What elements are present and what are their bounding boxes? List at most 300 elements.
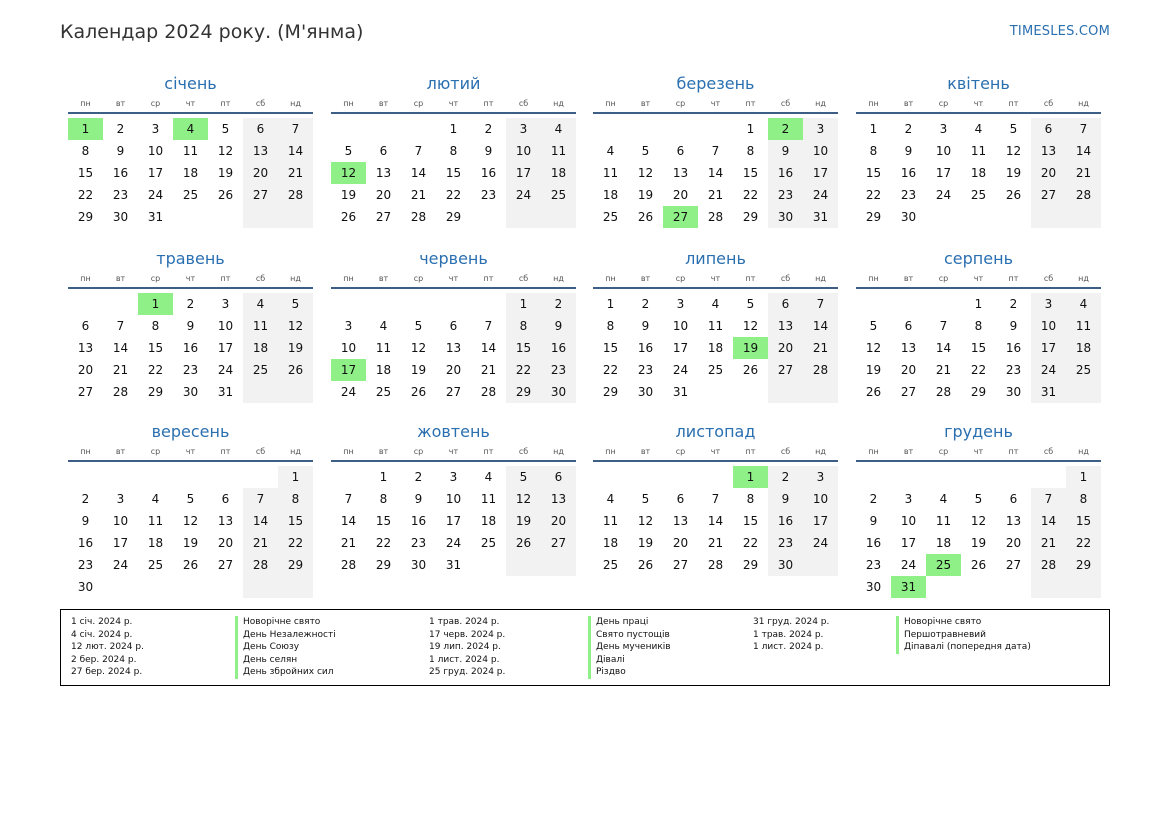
calendar-day: 12 [506,488,541,510]
empty-day [698,466,733,488]
calendar-day: 3 [939,122,948,136]
weekday-label: сб [780,447,791,456]
calendar-day: 22 [970,363,987,377]
month-6 [331,247,576,403]
calendar-day: 25 [375,385,392,399]
holiday-day: 19 [733,337,768,359]
calendar-day: 11 [541,140,576,162]
calendar-day: 29 [742,210,759,224]
month-5 [68,247,313,403]
empty-day [698,118,733,140]
calendar-day: 27 [243,184,278,206]
weekday-label: пт [483,447,494,456]
calendar-day: 13 [375,166,392,180]
calendar-day: 20 [1031,162,1066,184]
calendar-day: 10 [506,140,541,162]
weekday-header [331,273,576,289]
calendar-day: 15 [375,514,392,528]
weekday-label: пт [1008,447,1019,456]
holiday-legend [60,609,1110,686]
calendar-day: 13 [445,341,462,355]
calendar-day: 15 [742,514,759,528]
calendar-day: 8 [278,488,313,510]
month-4 [856,72,1101,228]
calendar-day: 28 [707,210,724,224]
calendar-day: 15 [742,166,759,180]
calendar-day: 6 [379,144,388,158]
month-name: травень [156,249,225,268]
calendar-day: 12 [742,319,759,333]
legend-date: 17 черв. 2024 р. [429,629,506,640]
calendar-day: 23 [112,188,129,202]
calendar-day: 20 [243,162,278,184]
calendar-day: 26 [340,210,357,224]
calendar-day: 23 [480,188,497,202]
calendar-day: 26 [506,532,541,554]
calendar-day: 28 [278,184,313,206]
calendar-day: 26 [742,363,759,377]
empty-day [506,554,541,576]
calendar-day: 28 [1066,184,1101,206]
calendar-day: 16 [112,166,129,180]
calendar-day: 16 [865,536,882,550]
weekday-label: вт [640,447,651,456]
calendar-day: 3 [676,297,685,311]
empty-day [541,554,576,576]
weekday-label: сб [518,99,529,108]
calendar-day: 2 [484,122,493,136]
calendar-day: 11 [480,492,497,506]
weekday-label: вт [115,447,126,456]
empty-day [278,381,313,403]
calendar-day: 18 [541,162,576,184]
month-9 [68,420,313,598]
calendar-day: 16 [900,166,917,180]
calendar-day: 17 [506,162,541,184]
empty-day [173,576,208,598]
empty-day [471,293,506,315]
calendar-day: 22 [1066,532,1101,554]
weekday-header [593,98,838,114]
weekday-label: пн [868,274,879,283]
month-name: лютий [426,74,481,93]
calendar-day: 1 [379,470,388,484]
calendar-day: 3 [506,118,541,140]
month-11 [593,420,838,576]
calendar-day: 11 [147,514,164,528]
weekday-label: пт [745,447,756,456]
holiday-day: 1 [733,466,768,488]
weekday-label: сб [1043,274,1054,283]
legend-holiday-name: День праці [588,616,671,629]
month-name: липень [685,249,746,268]
empty-day [366,118,401,140]
calendar-day: 16 [768,510,803,532]
calendar-day: 21 [707,188,724,202]
weekday-label: нд [290,274,301,283]
calendar-day: 31 [147,210,164,224]
empty-day [593,118,628,140]
day-grid [856,293,1101,403]
legend-holiday-name: Діпавалі (попередня дата) [896,641,1031,654]
calendar-day: 31 [803,206,838,228]
weekday-label: чт [710,99,721,108]
holiday-day: 25 [926,554,961,576]
calendar-day: 23 [768,184,803,206]
calendar-day: 24 [217,363,234,377]
calendar-day: 15 [278,510,313,532]
calendar-day: 7 [344,492,353,506]
empty-day [506,206,541,228]
calendar-day: 3 [803,118,838,140]
calendar-day: 3 [344,319,353,333]
calendar-day: 8 [379,492,388,506]
calendar-day: 29 [445,210,462,224]
calendar-day: 12 [865,341,882,355]
legend-date: 1 лист. 2024 р. [753,642,824,652]
empty-day [856,466,891,488]
calendar-day: 28 [480,385,497,399]
weekday-label: чт [710,447,721,456]
calendar-day: 1 [606,297,615,311]
calendar-day: 27 [1031,184,1066,206]
calendar-day: 9 [484,144,493,158]
empty-day [733,381,768,403]
calendar-day: 2 [1009,297,1018,311]
month-name: червень [419,249,488,268]
empty-day [331,466,366,488]
weekday-label: пн [343,274,354,283]
calendar-day: 10 [340,341,357,355]
weekday-label: нд [553,99,564,108]
calendar-day: 15 [77,166,94,180]
weekday-label: сб [518,447,529,456]
month-12 [856,420,1101,598]
day-grid [593,466,838,576]
calendar-day: 6 [676,492,685,506]
weekday-label: ср [675,447,686,456]
weekday-label: вт [115,99,126,108]
empty-day [103,293,138,315]
calendar-day: 18 [602,188,619,202]
calendar-day: 2 [81,492,90,506]
calendar-day: 17 [900,536,917,550]
empty-day [401,118,436,140]
calendar-day: 4 [606,144,615,158]
calendar-day: 15 [1066,510,1101,532]
calendar-day: 17 [672,341,689,355]
calendar-day: 30 [410,558,427,572]
calendar-day: 28 [340,558,357,572]
day-grid [856,466,1101,598]
calendar-day: 19 [410,363,427,377]
calendar-day: 17 [147,166,164,180]
weekday-label: нд [815,99,826,108]
weekday-label: пт [1008,99,1019,108]
weekday-label: пн [605,447,616,456]
calendar-day: 26 [278,359,313,381]
calendar-day: 27 [768,359,803,381]
legend-dates-2 [429,616,505,679]
calendar-day: 10 [445,492,462,506]
weekday-label: чт [710,274,721,283]
holiday-day: 31 [891,576,926,598]
empty-day [173,466,208,488]
holiday-day: 17 [331,359,366,381]
weekday-label: пт [483,274,494,283]
empty-day [961,576,996,598]
calendar-day: 4 [606,492,615,506]
calendar-day: 28 [707,558,724,572]
calendar-day: 8 [746,492,755,506]
calendar-day: 5 [641,144,650,158]
weekday-label: ср [150,99,161,108]
site-link[interactable]: TIMESLES.COM [1009,24,1110,39]
calendar-day: 27 [375,210,392,224]
calendar-day: 18 [970,166,987,180]
calendar-day: 5 [1009,122,1018,136]
calendar-day: 10 [1031,315,1066,337]
calendar-day: 15 [602,341,619,355]
calendar-day: 23 [541,359,576,381]
calendar-day: 14 [243,510,278,532]
legend-holiday-name: День селян [235,654,336,667]
weekday-label: пн [868,447,879,456]
empty-day [243,381,278,403]
weekday-label: ср [413,447,424,456]
weekday-label: пт [745,274,756,283]
calendar-day: 13 [217,514,234,528]
calendar-day: 24 [506,184,541,206]
empty-day [926,206,961,228]
empty-day [138,466,173,488]
empty-day [278,576,313,598]
calendar-day: 25 [480,536,497,550]
calendar-day: 15 [147,341,164,355]
calendar-day: 13 [1031,140,1066,162]
calendar-day: 20 [541,510,576,532]
month-name: січень [164,74,217,93]
calendar-day: 29 [970,385,987,399]
weekday-label: сб [255,447,266,456]
day-grid [331,466,576,576]
calendar-day: 31 [672,385,689,399]
empty-day [278,206,313,228]
calendar-day: 30 [637,385,654,399]
weekday-label: ср [938,274,949,283]
month-10 [331,420,576,576]
calendar-day: 25 [243,359,278,381]
calendar-day: 20 [672,536,689,550]
weekday-label: чт [448,447,459,456]
calendar-day: 25 [182,188,199,202]
weekday-label: чт [448,99,459,108]
calendar-day: 21 [480,363,497,377]
weekday-label: вт [378,99,389,108]
calendar-day: 16 [77,536,94,550]
calendar-day: 10 [803,140,838,162]
weekday-header [593,273,838,289]
calendar-day: 7 [939,319,948,333]
calendar-day: 1 [449,122,458,136]
weekday-label: пн [80,99,91,108]
calendar-day: 10 [803,488,838,510]
calendar-day: 2 [869,492,878,506]
empty-day [891,293,926,315]
calendar-day: 15 [506,337,541,359]
calendar-day: 3 [1031,293,1066,315]
calendar-day: 21 [935,363,952,377]
calendar-day: 8 [869,144,878,158]
legend-holiday-name: Новорічне свято [896,616,1031,629]
weekday-label: сб [1043,447,1054,456]
calendar-day: 23 [865,558,882,572]
calendar-day: 3 [803,466,838,488]
calendar-day: 9 [116,144,125,158]
empty-day [208,576,243,598]
weekday-label: нд [290,447,301,456]
calendar-day: 5 [641,492,650,506]
month-7 [593,247,838,403]
calendar-day: 26 [1005,188,1022,202]
holiday-day: 2 [768,118,803,140]
calendar-day: 22 [742,536,759,550]
calendar-day: 23 [637,363,654,377]
calendar-day: 22 [77,188,94,202]
weekday-label: нд [1078,274,1089,283]
calendar-day: 11 [707,319,724,333]
weekday-header [856,446,1101,462]
calendar-day: 30 [1005,385,1022,399]
calendar-day: 11 [243,315,278,337]
calendar-day: 25 [147,558,164,572]
calendar-day: 30 [768,206,803,228]
calendar-day: 24 [112,558,129,572]
calendar-day: 26 [637,210,654,224]
legend-dates-1 [71,616,144,679]
day-grid [331,293,576,403]
day-grid [331,118,576,228]
empty-day [366,293,401,315]
calendar-day: 18 [147,536,164,550]
empty-day [331,293,366,315]
calendar-day: 19 [865,363,882,377]
weekday-label: пт [1008,274,1019,283]
empty-day [856,293,891,315]
weekday-label: ср [413,274,424,283]
calendar-day: 4 [1066,293,1101,315]
calendar-day: 11 [1066,315,1101,337]
calendar-day: 2 [904,122,913,136]
calendar-day: 23 [900,188,917,202]
empty-day [331,118,366,140]
weekday-label: нд [290,99,301,108]
calendar-day: 7 [1066,118,1101,140]
calendar-day: 16 [768,162,803,184]
calendar-day: 6 [676,144,685,158]
calendar-day: 16 [1005,341,1022,355]
calendar-day: 5 [414,319,423,333]
calendar-day: 4 [711,297,720,311]
calendar-day: 8 [606,319,615,333]
calendar-day: 13 [900,341,917,355]
calendar-day: 27 [541,532,576,554]
empty-day [103,576,138,598]
calendar-day: 22 [375,536,392,550]
calendar-day: 18 [602,536,619,550]
legend-date: 19 лип. 2024 р. [429,642,501,652]
weekday-label: ср [150,447,161,456]
calendar-day: 1 [869,122,878,136]
empty-day [1066,381,1101,403]
calendar-day: 25 [541,184,576,206]
calendar-day: 19 [182,536,199,550]
empty-day [926,293,961,315]
calendar-day: 30 [77,580,94,594]
empty-day [593,466,628,488]
calendar-day: 13 [672,514,689,528]
legend-date: 1 січ. 2024 р. [71,617,133,627]
empty-day [541,206,576,228]
legend-date: 25 груд. 2024 р. [429,667,506,677]
calendar-day: 18 [182,166,199,180]
month-name: вересень [151,422,230,441]
legend-holiday-name: День збройних сил [235,666,336,679]
empty-day [243,206,278,228]
calendar-day: 4 [379,319,388,333]
calendar-day: 11 [375,341,392,355]
calendar-day: 23 [768,532,803,554]
calendar-day: 7 [1031,488,1066,510]
calendar-day: 18 [480,514,497,528]
legend-holiday-name: Першотравневий [896,629,1031,642]
month-3 [593,72,838,228]
weekday-label: пн [605,99,616,108]
calendar-day: 31 [217,385,234,399]
weekday-label: сб [255,99,266,108]
empty-day [803,381,838,403]
weekday-label: вт [903,99,914,108]
calendar-day: 24 [803,532,838,554]
holiday-day: 1 [68,118,103,140]
calendar-day: 19 [278,337,313,359]
empty-day [243,576,278,598]
weekday-label: ср [938,99,949,108]
calendar-day: 12 [278,315,313,337]
calendar-day: 6 [81,319,90,333]
calendar-day: 7 [484,319,493,333]
weekday-label: ср [413,99,424,108]
calendar-day: 13 [1005,514,1022,528]
calendar-day: 30 [112,210,129,224]
calendar-day: 12 [410,341,427,355]
calendar-day: 7 [278,118,313,140]
calendar-day: 14 [340,514,357,528]
weekday-label: вт [903,447,914,456]
legend-holiday-name: День Незалежності [235,629,336,642]
calendar-day: 11 [935,514,952,528]
weekday-label: сб [255,274,266,283]
calendar-day: 12 [637,514,654,528]
calendar-day: 7 [711,144,720,158]
calendar-day: 21 [803,337,838,359]
empty-day [471,206,506,228]
calendar-day: 2 [186,297,195,311]
weekday-label: пт [220,99,231,108]
calendar-day: 29 [602,385,619,399]
calendar-day: 5 [746,297,755,311]
calendar-day: 24 [147,188,164,202]
